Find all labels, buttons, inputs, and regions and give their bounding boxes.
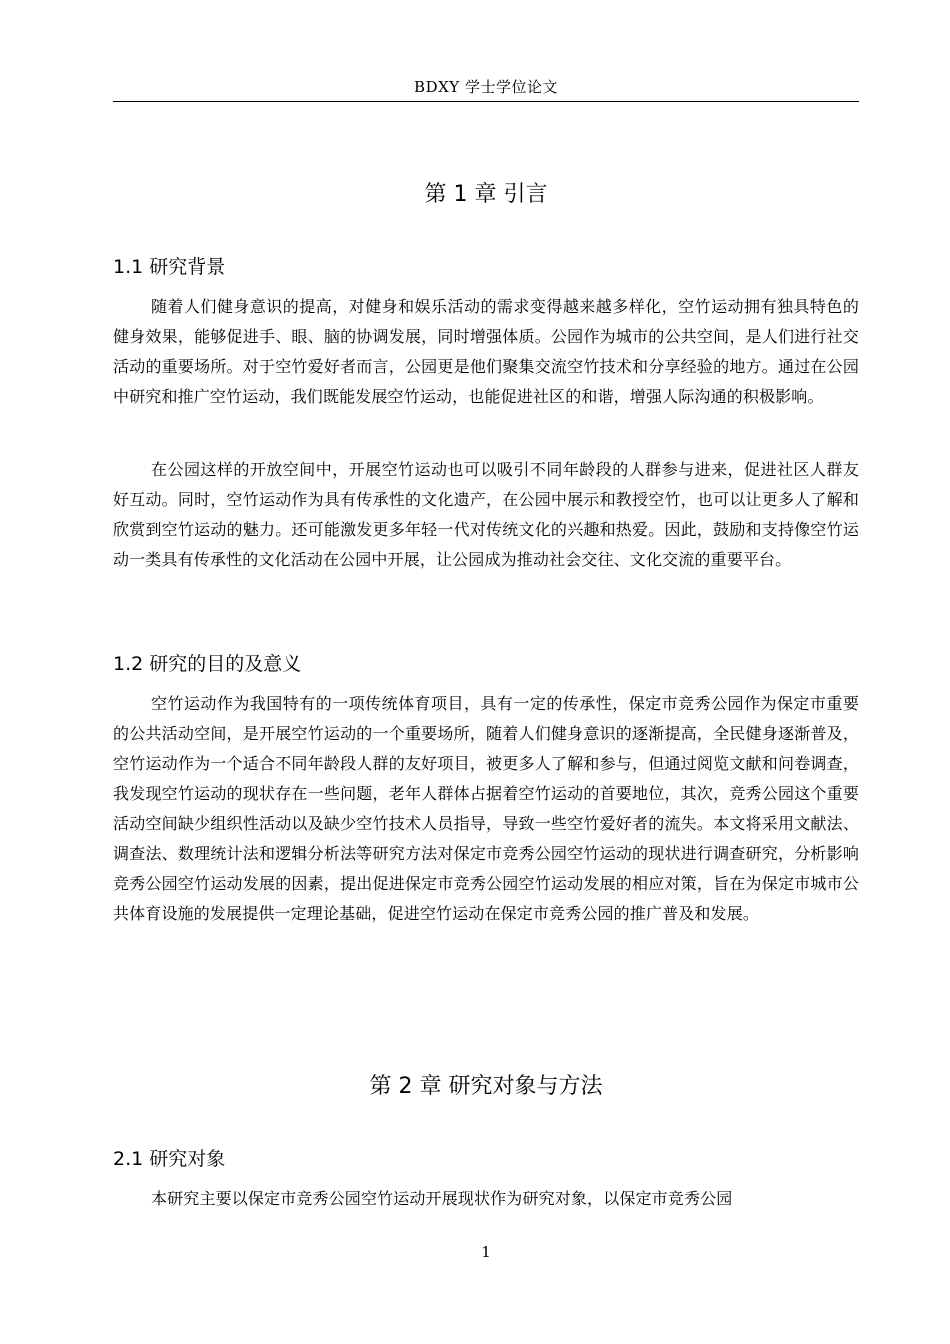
section-1-1-paragraph-1: 随着人们健身意识的提高，对健身和娱乐活动的需求变得越来越多样化，空竹运动拥有独具特色的健身效果，能够促进手、眼、脑的协调发展，同时增强体质。公园作为城市的公共空间，是人们进行社交活动的重要场所。对于空竹爱好者而言，公园更是他们聚集交流空竹技术和分享经验的地方。通过在公园中研究和推广空竹运动，我们既能发展空竹运动，也能促进社区的和谐，增强人际沟通的积极影响。: [113, 297, 859, 406]
running-header: BDXY 学士学位论文: [414, 78, 558, 96]
chapter-1-title: 第 1 章 引言: [424, 182, 548, 207]
chapter-2-title: 第 2 章 研究对象与方法: [369, 1074, 603, 1099]
section-1-1-paragraph-2: 在公园这样的开放空间中，开展空竹运动也可以吸引不同年龄段的人群参与进来，促进社区人群友好互动。同时，空竹运动作为具有传承性的文化遗产，在公园中展示和教授空竹，也可以让更多人了解和欣赏到空竹运动的魅力。还可能激发更多年轻一代对传统文化的兴趣和热爱。因此，鼓励和支持像空竹运动一类具有传承性的文化活动在公园中开展，让公园成为推动社会交往、文化交流的重要平台。: [113, 460, 859, 569]
section-2-1-paragraph-1: 本研究主要以保定市竞秀公园空竹运动开展现状作为研究对象，以保定市竞秀公园: [151, 1189, 733, 1208]
section-1-1-heading: 1.1 研究背景: [113, 256, 226, 278]
page-number: 1: [481, 1243, 491, 1261]
section-2-1-heading: 2.1 研究对象: [113, 1148, 226, 1170]
section-1-2-heading: 1.2 研究的目的及意义: [113, 653, 302, 675]
header-divider: [113, 101, 859, 102]
section-1-2-paragraph-1: 空竹运动作为我国特有的一项传统体育项目，具有一定的传承性，保定市竞秀公园作为保定市重要的公共活动空间，是开展空竹运动的一个重要场所，随着人们健身意识的逐渐提高，全民健身逐渐普及，空竹运动作为一个适合不同年龄段人群的友好项目，被更多人了解和参与，但通过阅览文献和问卷调查，我发现空竹运动的现状存在一些问题，老年人群体占据着空竹运动的首要地位，其次，竞秀公园这个重要活动空间缺少组织性活动以及缺少空竹技术人员指导，导致一些空竹爱好者的流失。本文将采用文献法、调查法、数理统计法和逻辑分析法等研究方法对保定市竞秀公园空竹运动的现状进行调查研究，分析影响竞秀公园空竹运动发展的因素，提出促进保定市竞秀公园空竹运动发展的相应对策，旨在为保定市城市公共体育设施的发展提供一定理论基础，促进空竹运动在保定市竞秀公园的推广普及和发展。: [113, 694, 859, 923]
